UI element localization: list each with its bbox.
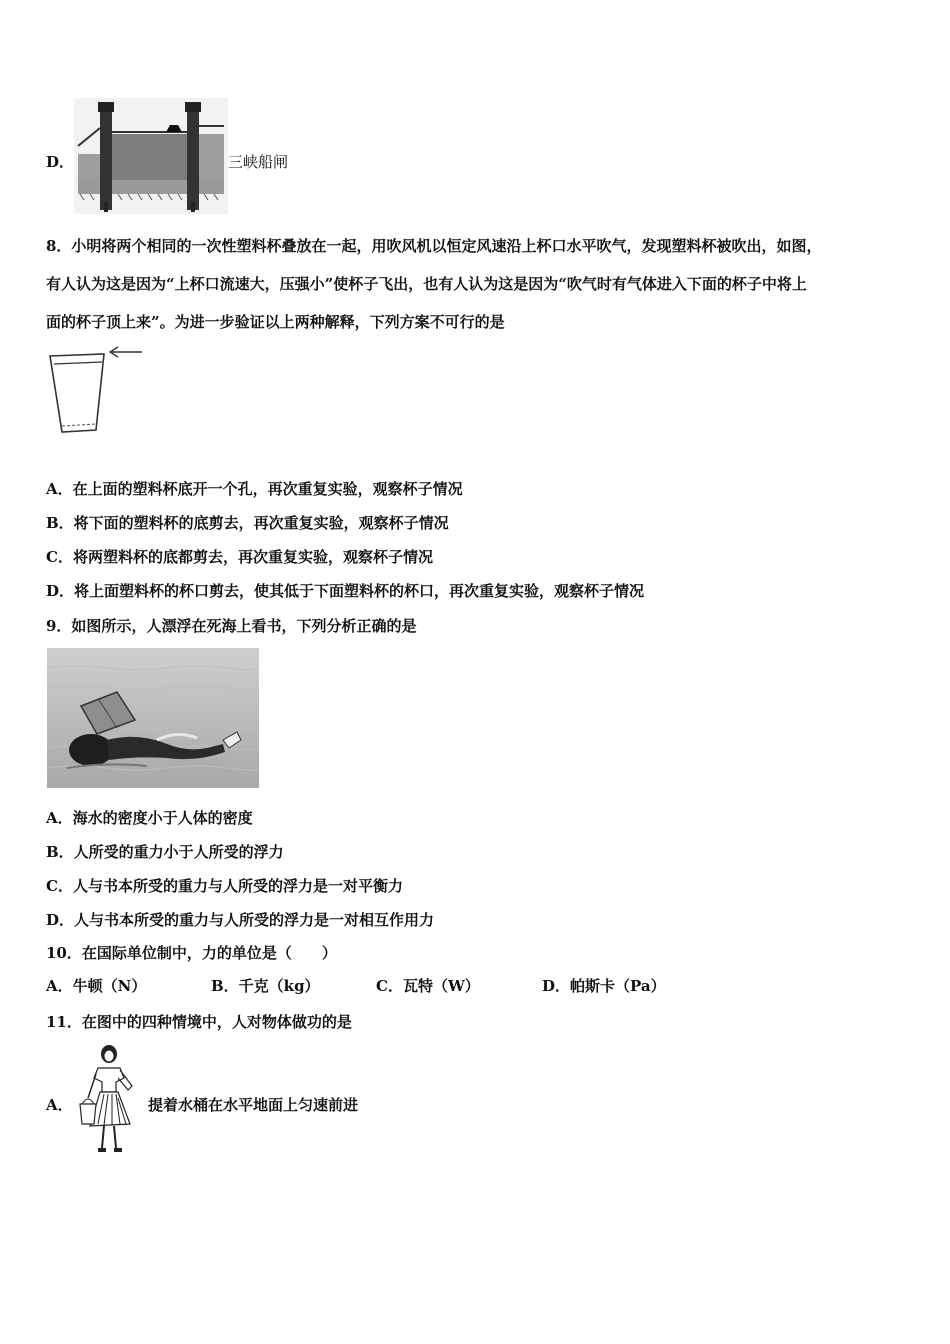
q7-option-d-label: D．: [46, 153, 75, 171]
stacked-cups-figure: [44, 344, 148, 440]
q8-stem-line-3: 面的杯子顶上来”。为进一步验证以上两种解释，下列方案不可行的是: [46, 313, 505, 331]
q8-stem-line-2: 有人认为这是因为“上杯口流速大，压强小”使杯子飞出，也有人认为这是因为“吹气时有气体进入下面的杯子中将上: [46, 275, 807, 293]
q9-option-d: D．人与书本所受的重力与人所受的浮力是一对相互作用力: [46, 911, 435, 929]
dead-sea-reading-photo: [47, 648, 259, 788]
q7-option-d-text: 三峡船闸: [228, 153, 289, 171]
q11-option-a-label: A．: [46, 1096, 73, 1114]
q8-stem-line-1: 8．小明将两个相同的一次性塑料杯叠放在一起，用吹风机以恒定风速沿上杯口水平吹气，发现塑料杯被吹出，如图，: [46, 237, 822, 255]
q10-option-b: B．千克（kg）: [211, 977, 320, 995]
q8-option-d: D．将上面塑料杯的杯口剪去，使其低于下面塑料杯的杯口，再次重复实验，观察杯子情况: [46, 582, 645, 600]
q9-option-c: C．人与书本所受的重力与人所受的浮力是一对平衡力: [46, 877, 403, 895]
q11-option-a-text: 提着水桶在水平地面上匀速前进: [148, 1096, 359, 1114]
q8-option-c: C．将两塑料杯的底都剪去，再次重复实验，观察杯子情况: [46, 548, 433, 566]
woman-carrying-bucket-figure: [76, 1044, 142, 1156]
q10-option-c: C．瓦特（W）: [376, 977, 480, 995]
q8-option-a: A．在上面的塑料杯底开一个孔，再次重复实验，观察杯子情况: [46, 480, 463, 498]
q8-option-b: B．将下面的塑料杯的底剪去，再次重复实验，观察杯子情况: [46, 514, 449, 532]
ship-lock-figure: [74, 98, 228, 214]
q11-stem: 11．在图中的四种情境中，人对物体做功的是: [46, 1013, 352, 1031]
q9-option-b: B．人所受的重力小于人所受的浮力: [46, 843, 284, 861]
q10-stem: 10．在国际单位制中，力的单位是（ ）: [46, 944, 337, 962]
q9-stem: 9．如图所示，人漂浮在死海上看书，下列分析正确的是: [46, 617, 417, 635]
q10-option-d: D．帕斯卡（Pa）: [542, 977, 666, 995]
q10-option-a: A．牛顿（N）: [46, 977, 147, 995]
q9-option-a: A．海水的密度小于人体的密度: [46, 809, 253, 827]
